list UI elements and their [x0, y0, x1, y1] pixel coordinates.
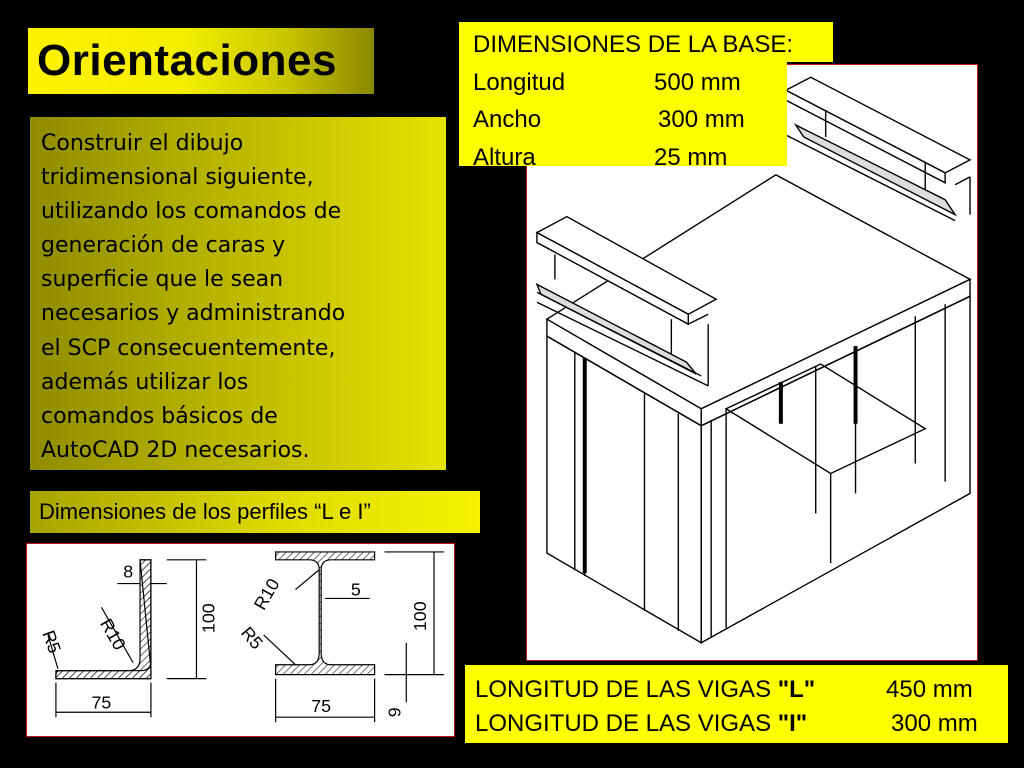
i-width-label: 75 — [311, 696, 332, 717]
base-row-label: Altura — [473, 143, 536, 171]
profiles-drawing — [26, 543, 455, 737]
back-beam-top — [786, 77, 970, 173]
l-thickness-label: 8 — [123, 561, 134, 582]
l-radius-inner-label: R10 — [96, 615, 130, 654]
i-radius-bottom-label: R5 — [236, 622, 267, 654]
i-radius-top-label: R10 — [249, 575, 284, 614]
base-row-length — [473, 64, 793, 102]
description-line: utilizando los comandos de — [41, 199, 342, 225]
l-radius-outer-label: R5 — [38, 627, 65, 656]
description-line: Construir el dibujo — [41, 131, 244, 156]
description-line: necesarios y administrando — [41, 301, 346, 327]
l-profile-shape — [56, 560, 151, 679]
description-line: además utilizar los — [41, 369, 249, 395]
beam-label: LONGITUD DE LAS VIGAS — [475, 676, 778, 703]
l-height-label: 100 — [198, 603, 219, 634]
description-line: comandos básicos de — [41, 403, 278, 429]
beam-row-l — [475, 673, 973, 707]
beam-value: 450 mm — [886, 676, 973, 703]
beam-type: "L" — [777, 676, 816, 703]
beam-lengths-text — [475, 673, 978, 741]
beam-label: LONGITUD DE LAS VIGAS — [475, 710, 778, 737]
title-box — [28, 28, 374, 94]
page-title: Orientaciones — [37, 36, 337, 85]
base-dimensions-text — [473, 26, 793, 176]
description-box — [30, 117, 446, 470]
base-row-width — [473, 101, 793, 139]
description-line: superficie que le sean — [41, 267, 284, 293]
base-heading: DIMENSIONES DE LA BASE: — [473, 31, 794, 58]
base-row-value: 25 mm — [654, 143, 728, 171]
description-line: AutoCAD 2D necesarios. — [41, 437, 310, 463]
description-text — [41, 127, 438, 468]
i-profile-shape — [276, 552, 375, 675]
l-width-label: 75 — [91, 692, 112, 713]
base-row-label: Ancho — [473, 106, 542, 133]
profiles-heading: Dimensiones de los perfiles “L e I” — [39, 499, 371, 524]
beam-value: 300 mm — [891, 710, 978, 737]
base-row-label: Longitud — [473, 68, 566, 96]
i-web-label: 5 — [350, 579, 361, 600]
base-row-value: 300 mm — [658, 106, 745, 133]
i-height-label: 100 — [410, 601, 431, 632]
description-line: el SCP consecuentemente, — [41, 335, 336, 361]
beam-row-i — [475, 707, 978, 741]
beam-type: "I" — [777, 710, 808, 737]
base-row-height — [473, 139, 793, 177]
base-row-value: 500 mm — [654, 68, 741, 96]
profiles-heading-box — [30, 491, 480, 533]
description-line: tridimensional siguiente, — [41, 165, 314, 191]
description-line: generación de caras y — [41, 233, 286, 259]
i-flange-label: 9 — [384, 707, 405, 718]
